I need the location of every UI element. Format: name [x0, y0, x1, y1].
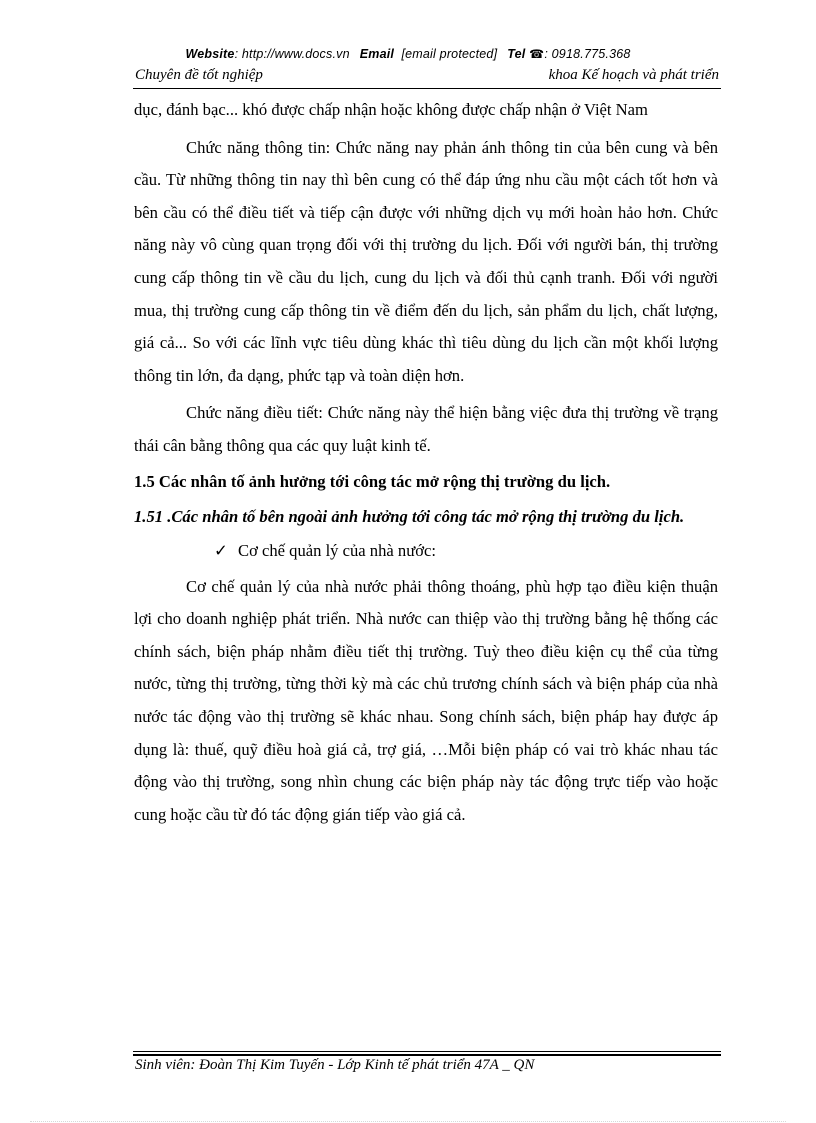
footer-student-info: Sinh viên: Đoàn Thị Kim Tuyến - Lớp Kinh tế phát triển 47A _ QN	[135, 1057, 535, 1073]
subsection-heading: 1.51 .Các nhân tố bên ngoài ảnh hưởng tới công tác mở rộng thị trường du lịch.	[134, 506, 685, 526]
paragraph-state-management: Cơ chế quản lý của nhà nước phải thông thoáng, phù hợp tạo điều kiện thuận lợi cho doanh nghiệp phát triển. Nhà nước can thiệp vào thị trường bằng hệ thống các chính sách, biện pháp nhằm điều tiết thị trường. Tuỳ theo điều kiện cụ thể của từng nước, từng thị trường, từng thời kỳ mà các chủ trương chính sách và biện pháp của nhà nước tác động vào thị trường sẽ khác nhau. Song chính sách, biện pháp hay được áp dụng là: thuế, quỹ điều hoà giá cả, trợ giá, …Mỗi biện pháp có vai trò khác nhau tác động vào thị trường, song nhìn chung các biện pháp này tác động trực tiếp vào hoặc cung hoặc cầu từ đó tác động gián tiếp vào giá cả.	[134, 576, 718, 824]
paragraph-information-function: Chức năng thông tin: Chức năng nay phản ánh thông tin của bên cung và bên cầu. Từ những thông tin nay thì bên cung có thể đáp ứng nhu cầu một cách tốt hơn và bên cầu có thể điều tiết và tiếp cận được với những dịch vụ mới hoàn hảo hơn. Chức năng này vô cùng quan trọng đối với thị trường du lịch. Đối với người bán, thị trường cung cấp thông tin về cầu du lịch, cung du lịch và đối thủ cạnh tranh. Đối với người mua, thị trường cung cấp thông tin về điểm đến du lịch, sản phẩm du lịch, chất lượng, giá cả... So với các lĩnh vực tiêu dùng khác thì tiêu dùng du lịch cần một khối lượng thông tin lớn, đa dạng, phức tạp và toàn diện hơn.	[134, 137, 718, 385]
page-edge-dots	[30, 1121, 786, 1122]
footer-rule-thick	[133, 1054, 721, 1056]
footer-rule-thin	[133, 1051, 721, 1052]
header-right: khoa Kế hoạch và phát triển	[548, 67, 719, 83]
website-url[interactable]: : http://www.docs.vn	[234, 47, 350, 61]
checklist-item-label: Cơ chế quản lý của nhà nước:	[238, 540, 436, 560]
email-address[interactable]: [email protected]	[401, 47, 498, 61]
phone-icon: ☎	[529, 47, 545, 61]
website-label: Website	[185, 47, 235, 61]
checkmark-icon: ✓	[214, 540, 228, 560]
email-label: Email	[359, 47, 395, 61]
checklist-item	[214, 535, 718, 567]
tel-label: Tel	[507, 47, 526, 61]
tel-number: : 0918.775.368	[544, 47, 631, 61]
paragraph-regulation-function: Chức năng điều tiết: Chức năng này thể hiện bằng việc đưa thị trường về trạng thái cân bằng thông qua các quy luật kinh tế.	[134, 403, 718, 455]
paragraph-continued: dục, đánh bạc... khó được chấp nhận hoặc không được chấp nhận ở Việt Nam	[134, 100, 648, 119]
section-heading: 1.5 Các nhân tố ảnh hưởng tới công tác mở rộng thị trường du lịch.	[134, 471, 611, 491]
website-bar	[0, 47, 816, 61]
page-body	[134, 94, 718, 831]
running-header	[133, 67, 719, 87]
header-rule	[133, 88, 721, 89]
header-left: Chuyên đề tốt nghiệp	[135, 67, 263, 83]
